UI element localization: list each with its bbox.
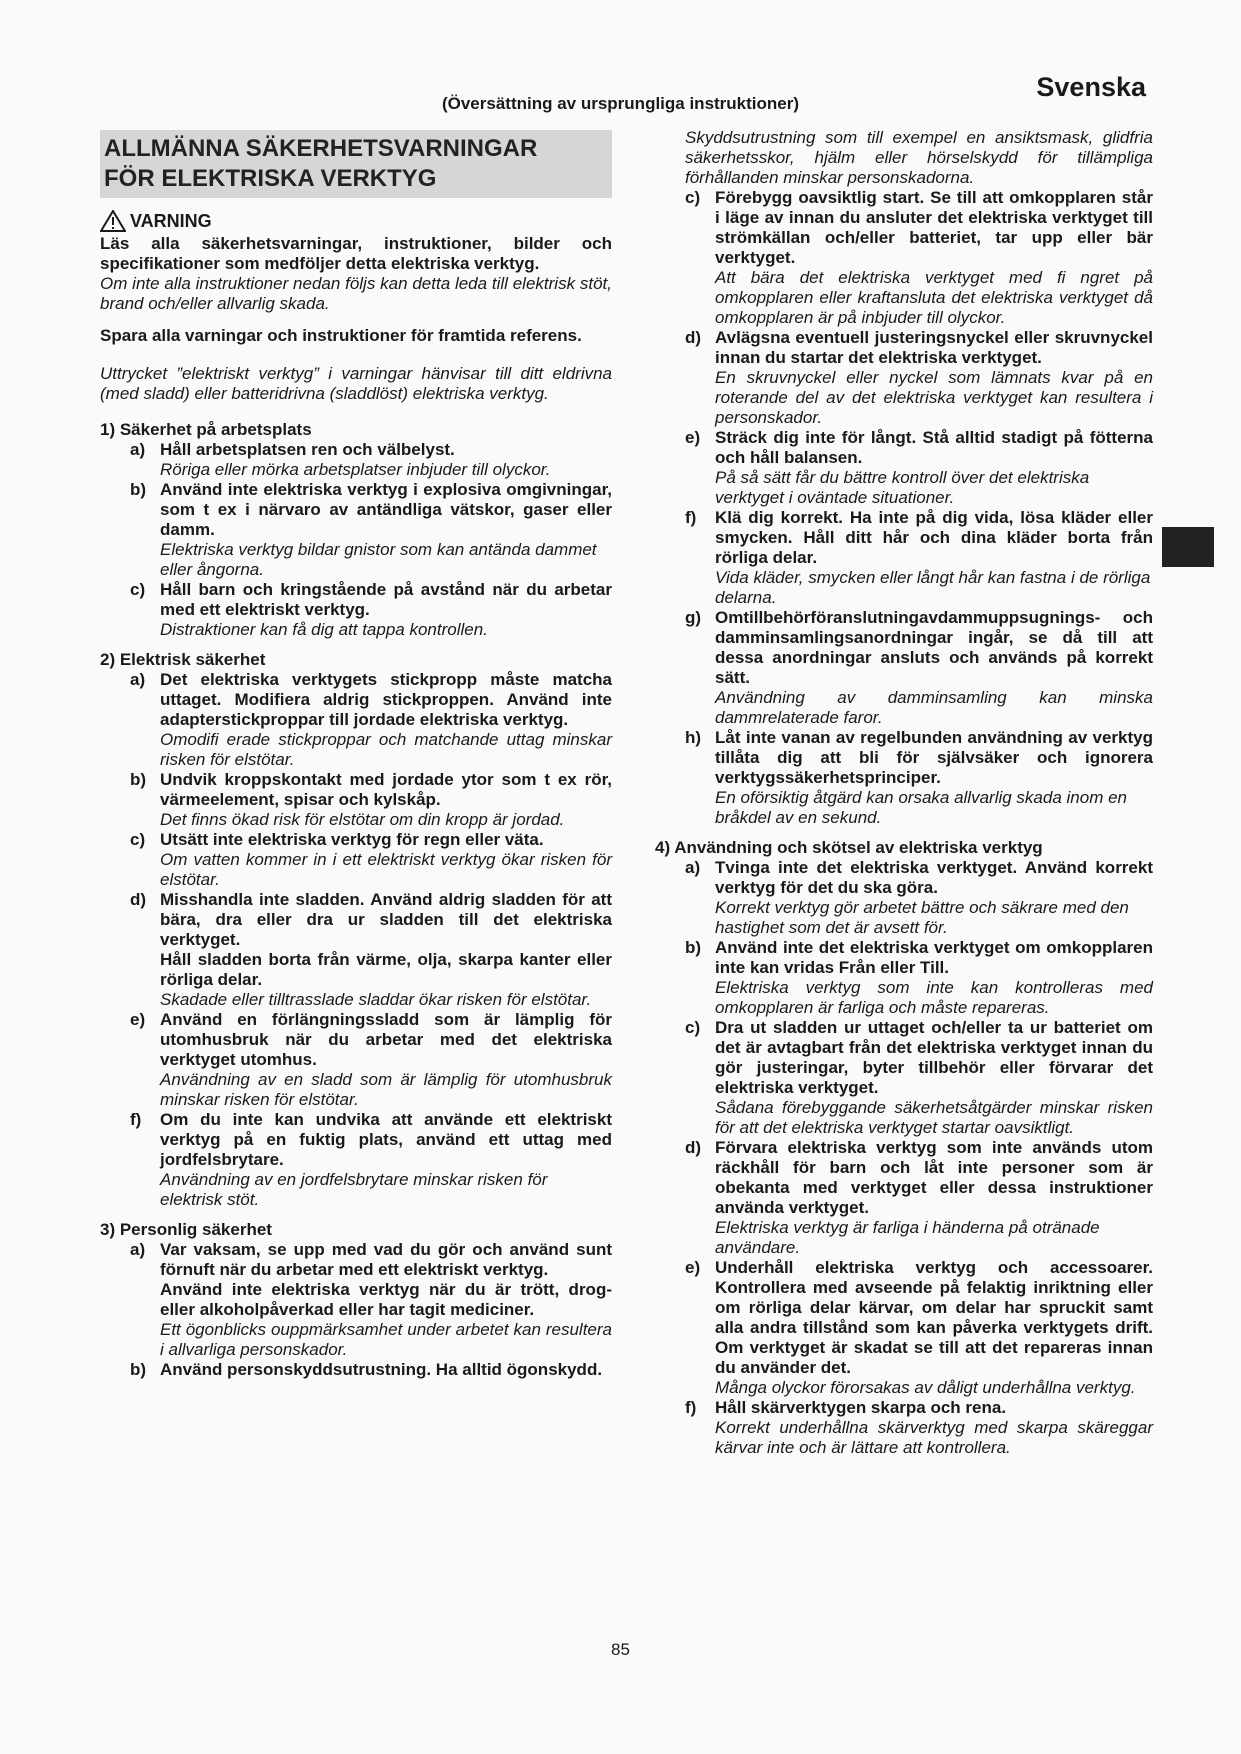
section-3-title: 3) Personlig säkerhet <box>100 1220 272 1239</box>
section-tab-marker <box>1162 527 1214 567</box>
item-note: Ett ögonblicks ouppmärksamhet under arbetet kan resultera i allvarliga personskador. <box>160 1320 612 1359</box>
list-item: a) Tvinga inte det elektriska verktyget. Använd korrekt verktyg för det du ska göra. <box>685 858 1153 897</box>
item-note: Om vatten kommer in i ett elektriskt verktyg ökar risken för elstötar. <box>160 850 612 889</box>
list-item: f) Klä dig korrekt. Ha inte på dig vida, lösa kläder eller smycken. Håll ditt hår och dina kläder borta från rörliga delar. <box>685 508 1153 567</box>
list-item: a) Var vaksam, se upp med vad du gör och använd sunt förnuft när du arbetar med ett elektriskt verktyg. <box>130 1240 612 1279</box>
list-item: d) Förvara elektriska verktyg som inte används utom räckhåll för barn och låt inte personer som är obekanta med verktyget eller dessa instruktioner använda verktyget. <box>685 1138 1153 1217</box>
left-column <box>100 130 612 1380</box>
list-item: d) Misshandla inte sladden. Använd aldrig sladden för att bära, dra eller dra ur sladden till det elektriska verktyget. <box>130 890 612 949</box>
item-note: Många olyckor förorsakas av dåligt underhållna verktyg. <box>715 1378 1136 1397</box>
list-item: b) Använd inte elektriska verktyg i explosiva omgivningar, som t ex i närvaro av antändliga vätskor, gaser eller damm. <box>130 480 612 539</box>
item-note: Elektriska verktyg är farliga i händerna på otränade användare. <box>715 1218 1100 1257</box>
item-note: Omodifi erade stickproppar och matchande uttag minskar risken för elstötar. <box>160 730 612 769</box>
list-item: c) Förebygg oavsiktlig start. Se till att omkopplaren står i läge av innan du ansluter det elektriska verktyget till strömkällan och/eller batteriet, tar upp eller bär verktyget. <box>685 188 1153 267</box>
list-item: d) Avlägsna eventuell justeringsnyckel eller skruvnyckel innan du startar det elektriska verktyget. <box>685 328 1153 367</box>
language-label: Svenska <box>1036 72 1146 102</box>
list-item: e) Sträck dig inte för långt. Stå alltid stadigt på fötterna och håll balansen. <box>685 428 1153 467</box>
item-note: Vida kläder, smycken eller långt hår kan fastna i de rörliga delarna. <box>715 568 1151 607</box>
translation-subtitle: (Översättning av ursprungliga instruktioner) <box>441 94 800 113</box>
list-item: f) Om du inte kan undvika att använde ett elektriskt verktyg på en fuktig plats, använd ett uttag med jordfelsbrytare. <box>130 1110 612 1169</box>
item-note: Användning av damminsamling kan minska dammrelaterade faror. <box>715 688 1153 727</box>
warning-label: VARNING <box>130 211 212 231</box>
item-note: Användning av en sladd som är lämplig för utomhusbruk minskar risken för elstötar. <box>160 1070 612 1109</box>
item-note: En skruvnyckel eller nyckel som lämnats kvar på en roterande del av det elektriska verktyget kan resultera i personskador. <box>715 368 1153 427</box>
item-note: Att bära det elektriska verktyget med fi ngret på omkopplaren eller kraftansluta det elektriska verktyget då omkopplaren är på inbjuder till olyckor. <box>715 268 1153 327</box>
page-number: 85 <box>611 1640 630 1659</box>
list-item: h) Låt inte vanan av regelbunden användning av verktyg tillåta dig att bli för självsäker och ignorera verktygssäkerhetsprinciper. <box>685 728 1153 787</box>
section-title-box <box>100 130 612 198</box>
save-instructions: Spara alla varningar och instruktioner för framtida referens. <box>100 326 582 345</box>
item-note: Användning av en jordfelsbrytare minskar risken för elektrisk stöt. <box>160 1170 548 1209</box>
list-item: a) Det elektriska verktygets stickpropp måste matcha uttaget. Modifiera aldrig stickproppen. Använd inte adapterstickproppar till jordade elektriska verktyg. <box>130 670 612 729</box>
item-note: Elektriska verktyg som inte kan kontrolleras med omkopplaren är farliga och måste repareras. <box>715 978 1153 1017</box>
list-item: b) Använd personskyddsutrustning. Ha alltid ögonskydd. <box>130 1360 603 1379</box>
item-note: Det finns ökad risk för elstötar om din kropp är jordad. <box>160 810 565 829</box>
item-note: Korrekt underhållna skärverktyg med skarpa skäreggar kärvar inte och är lättare att kontrollera. <box>715 1418 1153 1457</box>
list-item: c) Utsätt inte elektriska verktyg för regn eller väta. <box>130 830 544 849</box>
section-4-title: 4) Användning och skötsel av elektriska verktyg <box>655 838 1043 857</box>
section-2-title: 2) Elektrisk säkerhet <box>100 650 266 669</box>
intro-bold: Läs alla säkerhetsvarningar, instruktioner, bilder och specifikationer som medföljer detta elektriska verktyg. <box>100 234 612 273</box>
warning-heading <box>100 210 612 232</box>
title-line-1: ALLMÄNNA SÄKERHETSVARNINGAR <box>104 135 538 162</box>
section-1-title: 1) Säkerhet på arbetsplats <box>100 420 312 439</box>
item-note: Skadade eller tilltrasslade sladdar ökar risken för elstötar. <box>160 990 592 1009</box>
list-item: c) Håll barn och kringstående på avstånd när du arbetar med ett elektriskt verktyg. <box>130 580 612 619</box>
item-note: Sådana förebyggande säkerhetsåtgärder minskar risken för att det elektriska verktyget startar oavsiktligt. <box>715 1098 1153 1137</box>
list-item: e) Använd en förlängningssladd som är lämplig för utomhusbruk när du arbetar med det elektriska verktyget utomhus. <box>130 1010 612 1069</box>
list-item: c) Dra ut sladden ur uttaget och/eller ta ur batteriet om det är avtagbart från det elektriska verktyget innan du gör justeringar, byter tillbehör eller förvarar det elektriska verktyget. <box>685 1018 1153 1097</box>
right-column <box>655 128 1153 1458</box>
term-definition: Uttrycket ”elektriskt verktyg” i varningar hänvisar till ditt eldrivna (med sladd) eller batteridrivna (sladdlöst) elektriska verktyg. <box>100 364 612 403</box>
title-line-2: FÖR ELEKTRISKA VERKTYG <box>104 165 437 192</box>
item-note: En oförsiktig åtgärd kan orsaka allvarlig skada inom en bråkdel av en sekund. <box>715 788 1127 827</box>
item-note: Distraktioner kan få dig att tappa kontrollen. <box>160 620 488 639</box>
list-item: a) Håll arbetsplatsen ren och välbelyst. <box>130 440 455 459</box>
warning-triangle-icon <box>100 210 126 232</box>
item-continuation: Använd inte elektriska verktyg när du är trött, drog- eller alkoholpåverkad eller har tagit mediciner. <box>160 1280 612 1319</box>
list-item: b) Undvik kroppskontakt med jordade ytor som t ex rör, värmeelement, spisar och kylskåp. <box>130 770 612 809</box>
intro-italic: Om inte alla instruktioner nedan följs kan detta leda till elektrisk stöt, brand och/eller allvarlig skada. <box>100 274 612 313</box>
item-note: Röriga eller mörka arbetsplatser inbjuder till olyckor. <box>160 460 551 479</box>
list-item: g) Omtillbehörföranslutningavdammuppsugnings- och damminsamlingsanordningar ingår, se då till att dessa anordningar ansluts och används på korrekt sätt. <box>685 608 1153 687</box>
list-item: f) Håll skärverktygen skarpa och rena. <box>685 1398 1007 1417</box>
list-item: b) Använd inte det elektriska verktyget om omkopplaren inte kan vridas Från eller Till. <box>685 938 1153 977</box>
item-note: Elektriska verktyg bildar gnistor som kan antända dammet eller ångorna. <box>160 540 597 579</box>
item-note: På så sätt får du bättre kontroll över det elektriska verktyget i oväntade situationer. <box>715 468 1090 507</box>
item-continuation: Håll sladden borta från värme, olja, skarpa kanter eller rörliga delar. <box>160 950 612 989</box>
item-note: Skyddsutrustning som till exempel en ansiktsmask, glidfria säkerhetsskor, hjälm eller hörselskydd för tillämpliga förhållanden minskar personskadorna. <box>685 128 1153 187</box>
list-item: e) Underhåll elektriska verktyg och accessoarer. Kontrollera med avseende på felaktig inriktning eller om rörliga delar kärvar, om delar har spruckit samt alla andra tillstånd som kan påverka verktygets drift. Om verktyget är skadat se till att det repareras innan du använder det. <box>685 1258 1153 1377</box>
item-note: Korrekt verktyg gör arbetet bättre och säkrare med den hastighet som det är avsett för. <box>715 898 1129 937</box>
